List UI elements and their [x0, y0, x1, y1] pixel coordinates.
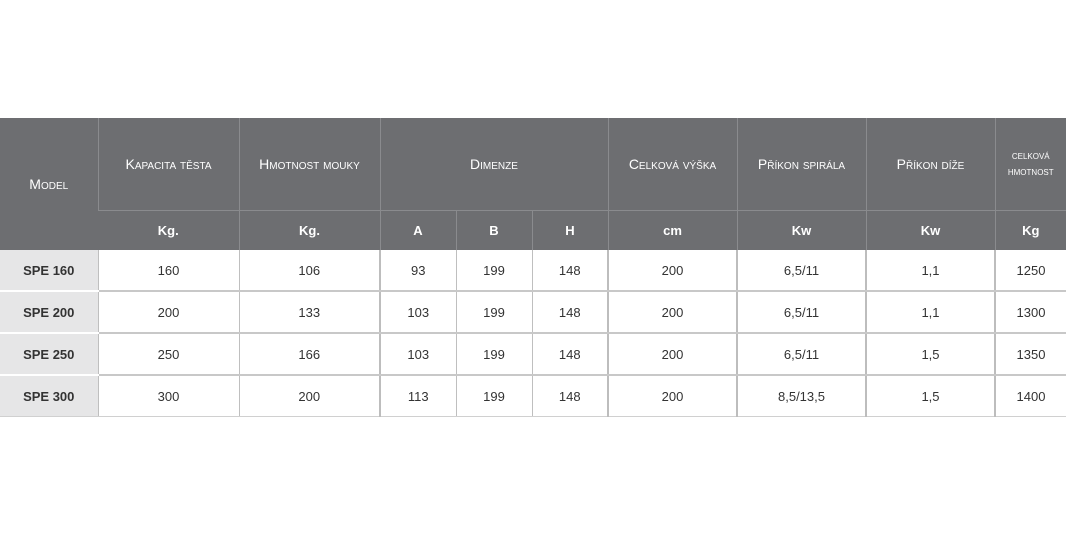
header-model: Model	[0, 118, 98, 250]
header-height: Celková výška	[608, 118, 737, 211]
unit-capacity: Kg.	[98, 211, 239, 251]
dim-h-cell: 148	[532, 250, 608, 291]
table-row	[0, 250, 1066, 291]
dim-b-cell: 199	[456, 291, 532, 333]
power-spiral-cell: 6,5/11	[737, 250, 866, 291]
model-cell: SPE 200	[0, 291, 98, 333]
header-flour: Hmotnost mouky	[239, 118, 380, 211]
unit-dim-h: H	[532, 211, 608, 251]
table-row	[0, 375, 1066, 417]
header-dimensions: Dimenze	[380, 118, 608, 211]
dim-h-cell: 148	[532, 375, 608, 417]
flour-cell: 166	[239, 333, 380, 375]
dim-h-cell: 148	[532, 291, 608, 333]
power-spiral-cell: 6,5/11	[737, 291, 866, 333]
power-spiral-cell: 8,5/13,5	[737, 375, 866, 417]
unit-dim-a: A	[380, 211, 456, 251]
capacity-cell: 300	[98, 375, 239, 417]
capacity-cell: 250	[98, 333, 239, 375]
height-cell: 200	[608, 333, 737, 375]
header-capacity: Kapacita těsta	[98, 118, 239, 211]
dim-a-cell: 103	[380, 333, 456, 375]
unit-height: cm	[608, 211, 737, 251]
model-cell: SPE 160	[0, 250, 98, 291]
power-bowl-cell: 1,1	[866, 250, 995, 291]
weight-cell: 1400	[995, 375, 1066, 417]
unit-flour: Kg.	[239, 211, 380, 251]
header-power-bowl: Příkon díže	[866, 118, 995, 211]
table-row	[0, 291, 1066, 333]
weight-cell: 1250	[995, 250, 1066, 291]
power-bowl-cell: 1,5	[866, 333, 995, 375]
unit-weight: Kg	[995, 211, 1066, 251]
dim-a-cell: 93	[380, 250, 456, 291]
power-spiral-cell: 6,5/11	[737, 333, 866, 375]
flour-cell: 133	[239, 291, 380, 333]
unit-power-spiral: Kw	[737, 211, 866, 251]
dim-h-cell: 148	[532, 333, 608, 375]
weight-cell: 1300	[995, 291, 1066, 333]
capacity-cell: 160	[98, 250, 239, 291]
dim-a-cell: 113	[380, 375, 456, 417]
height-cell: 200	[608, 375, 737, 417]
flour-cell: 200	[239, 375, 380, 417]
header-weight: celková hmotnost	[995, 118, 1066, 211]
dim-b-cell: 199	[456, 375, 532, 417]
header-power-spiral: Příkon spirála	[737, 118, 866, 211]
unit-dim-b: B	[456, 211, 532, 251]
height-cell: 200	[608, 250, 737, 291]
capacity-cell: 200	[98, 291, 239, 333]
weight-cell: 1350	[995, 333, 1066, 375]
power-bowl-cell: 1,5	[866, 375, 995, 417]
height-cell: 200	[608, 291, 737, 333]
dim-a-cell: 103	[380, 291, 456, 333]
unit-power-bowl: Kw	[866, 211, 995, 251]
power-bowl-cell: 1,1	[866, 291, 995, 333]
table-row	[0, 333, 1066, 375]
model-cell: SPE 300	[0, 375, 98, 417]
dim-b-cell: 199	[456, 250, 532, 291]
flour-cell: 106	[239, 250, 380, 291]
model-cell: SPE 250	[0, 333, 98, 375]
dim-b-cell: 199	[456, 333, 532, 375]
spec-table	[0, 118, 1066, 417]
